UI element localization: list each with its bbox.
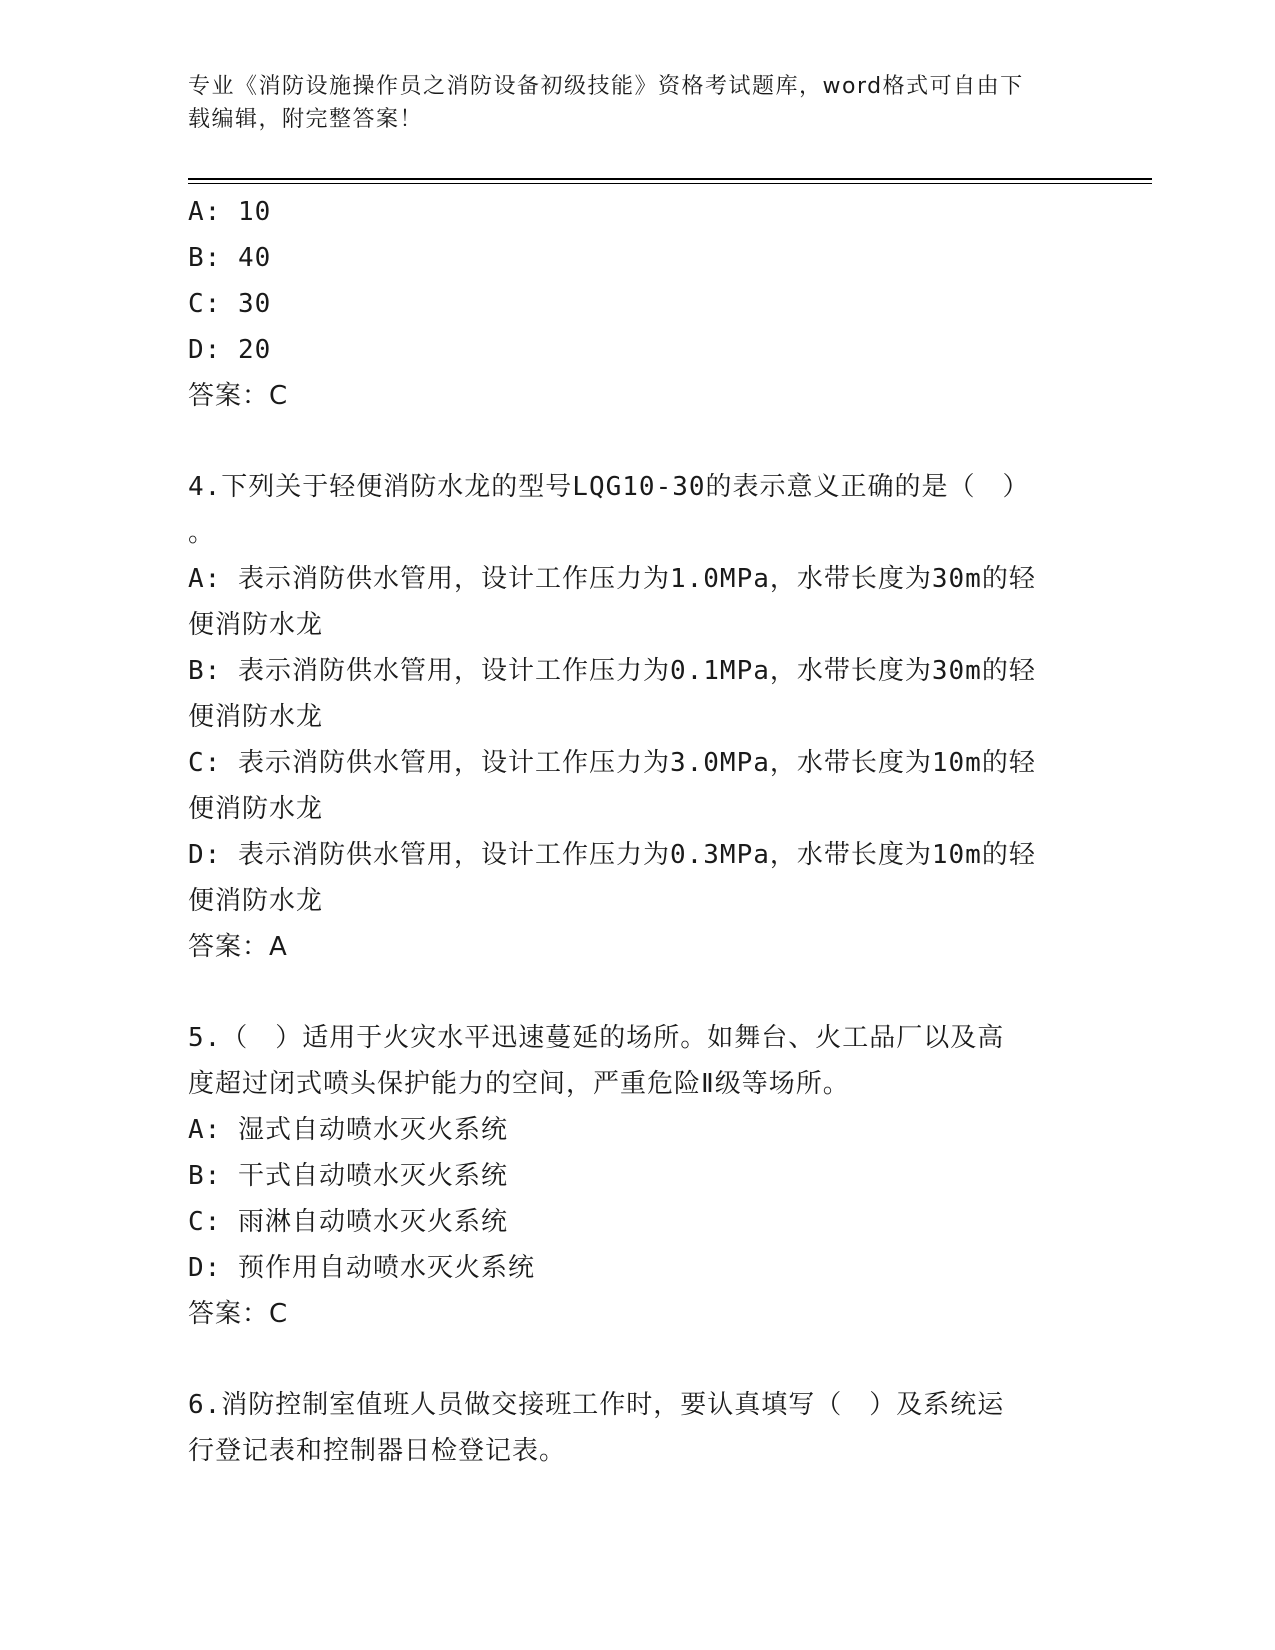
question-5 <box>188 1015 1088 1337</box>
header-divider-thick <box>188 178 1152 180</box>
option-b: B: 干式自动喷水灭火系统 <box>188 1161 508 1191</box>
question-3 <box>188 189 1088 419</box>
header-divider-thin <box>188 183 1152 184</box>
spacer <box>188 1337 1088 1382</box>
option-d: D: 预作用自动喷水灭火系统 <box>188 1253 535 1283</box>
page-header <box>188 70 1088 136</box>
header-line-2: 载编辑，附完整答案！ <box>188 107 424 132</box>
option-c: C: 雨淋自动喷水灭火系统 <box>188 1207 508 1237</box>
header-line-1: 专业《消防设施操作员之消防设备初级技能》资格考试题库，word格式可自由下 <box>188 74 1024 99</box>
question-list <box>188 189 1088 1474</box>
question-stem: 5.（ ）适用于火灾水平迅速蔓延的场所。如舞台、火工品厂以及高 <box>188 1023 1005 1053</box>
question-stem: 4.下列关于轻便消防水龙的型号LQG10-30的表示意义正确的是（ ） <box>188 472 1030 502</box>
option-d: D: 20 <box>188 335 272 365</box>
option-d: D: 表示消防供水管用，设计工作压力为0.3MPa，水带长度为10m的轻 <box>188 840 1036 870</box>
option-b: B: 40 <box>188 243 272 273</box>
option-a: A: 10 <box>188 197 272 227</box>
option-c: C: 表示消防供水管用，设计工作压力为3.0MPa，水带长度为10m的轻 <box>188 748 1036 778</box>
option-b-cont: 便消防水龙 <box>188 702 324 732</box>
question-4 <box>188 464 1088 970</box>
option-a: A: 湿式自动喷水灭火系统 <box>188 1115 508 1145</box>
answer-line: 答案：C <box>188 381 289 411</box>
spacer <box>188 970 1088 1015</box>
option-c: C: 30 <box>188 289 272 319</box>
question-stem-cont: 。 <box>188 518 216 548</box>
answer-line: 答案：C <box>188 1299 289 1329</box>
option-a-cont: 便消防水龙 <box>188 610 324 640</box>
question-stem-cont: 行登记表和控制器日检登记表。 <box>188 1436 567 1466</box>
option-d-cont: 便消防水龙 <box>188 886 324 916</box>
spacer <box>188 419 1088 464</box>
question-stem: 6.消防控制室值班人员做交接班工作时，要认真填写（ ）及系统运 <box>188 1390 1005 1420</box>
option-b: B: 表示消防供水管用，设计工作压力为0.1MPa，水带长度为30m的轻 <box>188 656 1036 686</box>
question-6 <box>188 1382 1088 1474</box>
answer-line: 答案：A <box>188 932 288 962</box>
question-stem-cont: 度超过闭式喷头保护能力的空间，严重危险Ⅱ级等场所。 <box>188 1069 850 1099</box>
option-c-cont: 便消防水龙 <box>188 794 324 824</box>
option-a: A: 表示消防供水管用，设计工作压力为1.0MPa，水带长度为30m的轻 <box>188 564 1036 594</box>
